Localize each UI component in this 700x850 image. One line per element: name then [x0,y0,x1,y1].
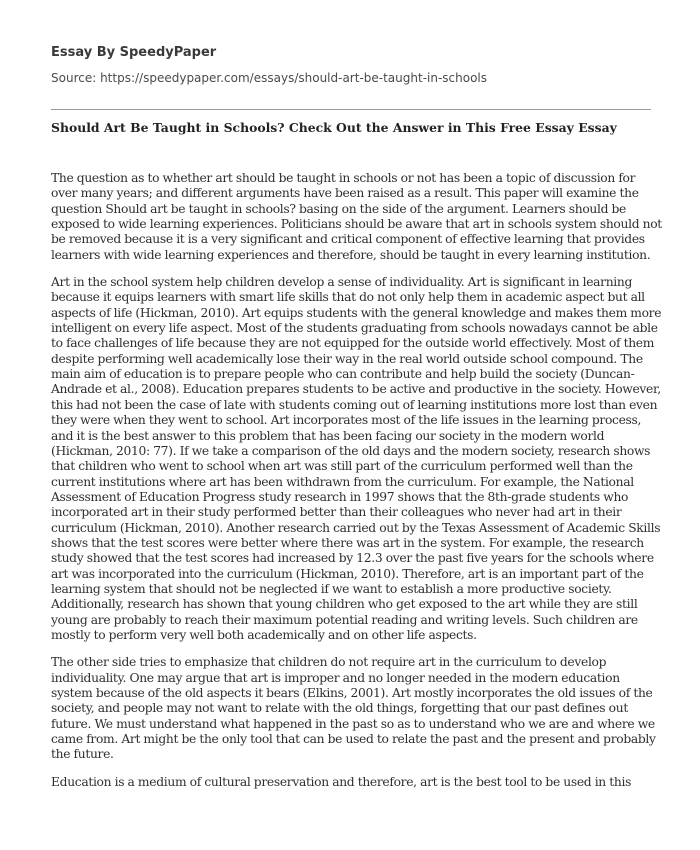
paragraph: The other side tries to emphasize that children do not require art in the curriculum to develop individuality. One may argue that art is improper and no longer needed in the modern education system because of the old aspects it bears (Elkins, 2001). Art mostly incorporates the old issues of the society, and people may not want to relate with the old things, forgetting that our past defines out future. We must understand what happened in the past so as to understand who we are and where we came from. Art might be the only tool that can be used to relate the past and the present and probably the future. [51,655,656,762]
essay-body [51,171,663,802]
paragraph: Education is a medium of cultural preservation and therefore, art is the best tool to be used in this [51,774,632,789]
paragraph: The question as to whether art should be taught in schools or not has been a topic of discussion for over many years; and different arguments have been raised as a result. This paper will examine the question Should art be taught in schools? basing on the side of the argument. Learners should be exposed to wide learning experiences. Politicians should be aware that art in schools system should not be removed because it is a very significant and critical component of effective learning that provides learners with wide learning experiences and therefore, should be taught in every learning institution. [51,171,662,262]
essay-title: Should Art Be Taught in Schools? Check Out the Answer in This Free Essay Essay [51,120,617,135]
paragraph: Art in the school system help children develop a sense of individuality. Art is significant in learning because it equips learners with smart life skills that do not only help them in academic aspect but all aspects of life (Hickman, 2010). Art equips students with the general knowledge and makes them more intelligent on every life aspect. Most of the students graduating from schools nowadays cannot be able to face challenges of life because they are not equipped for the outside world effectively. Most of them despite performing well academically lose their way in the real world outside school compound. The main aim of education is to prepare people who can contribute and help build the society (Duncan-Andrade et al., 2008). Education prepares students to be active and productive in the society. However, this had not been the case of late with students coming out of learning institutions more lost than even they were when they went to school. Art incorporates most of the life issues in the learning process, and it is the best answer to this problem that has been facing our society in the modern world (Hickman, 2010: 77). If we take a comparison of the old days and the modern society, research shows that children who went to school when art was still part of the curriculum performed well than the current institutions where art has been withdrawn from the curriculum. For example, the National Assessment of Education Progress study research in 1997 shows that the 8th-grade students who incorporated art in their study performed better than their colleagues who never had art in their curriculum (Hickman, 2010). Another research carried out by the Texas Assessment of Academic Skills shows that the test scores were better where there was art in the system. For example, the research study showed that the test scores had increased by 12.3 over the past five years for the schools where art was incorporated into the curriculum (Hickman, 2010). Therefore, art is an important part of the learning system that should not be neglected if we want to establish a more productive society. Additionally, research has shown that young children who get exposed to the art while they are still young are probably to reach their maximum potential reading and writing levels. Such children are mostly to perform very well both academically and on other life aspects. [51,275,662,642]
source-line: Source: https://speedypaper.com/essays/should-art-be-taught-in-schools [51,71,488,85]
header-divider [51,109,651,110]
brand-heading: Essay By SpeedyPaper [51,45,217,60]
